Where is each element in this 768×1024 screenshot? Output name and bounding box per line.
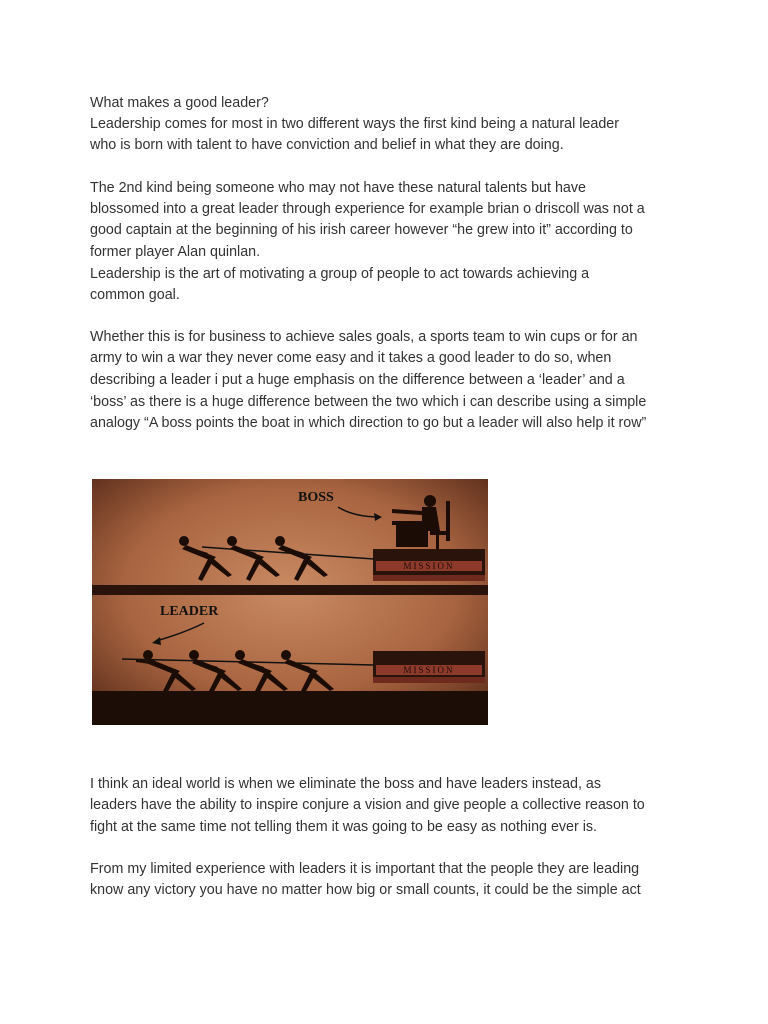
paragraph-line: I think an ideal world is when we eliminate the boss and have leaders instead, as <box>90 776 602 792</box>
paragraph-line: former player Alan quinlan. <box>90 244 261 260</box>
mission-label-top: MISSION <box>403 561 455 571</box>
paragraph-line: good captain at the beginning of his irish career however “he grew into it” according to <box>90 222 633 238</box>
paragraph-line: The 2nd kind being someone who may not have these natural talents but have <box>90 180 586 196</box>
paragraph-line: analogy “A boss points the boat in which direction to go but a leader will also help it row” <box>90 415 647 431</box>
paragraph-line: who is born with talent to have conviction and belief in what they are doing. <box>90 137 564 153</box>
paragraph-line: Leadership is the art of motivating a group of people to act towards achieving a <box>90 266 590 282</box>
paragraph-line: fight at the same time not telling them it was going to be easy as nothing ever is. <box>90 819 598 835</box>
paragraph-line: Leadership comes for most in two different ways the first kind being a natural leader <box>90 116 619 132</box>
paragraph-line: army to win a war they never come easy and it takes a good leader to do so, when <box>90 350 612 366</box>
paragraph-line: Whether this is for business to achieve sales goals, a sports team to win cups or for an <box>90 329 638 345</box>
paragraph-line: know any victory you have no matter how big or small counts, it could be the simple act <box>90 882 641 898</box>
paragraph-line: describing a leader i put a huge emphasis on the difference between a ‘leader’ and a <box>90 372 625 388</box>
paragraph-line: From my limited experience with leaders it is important that the people they are leading <box>90 861 640 877</box>
heading: What makes a good leader? <box>90 95 269 111</box>
paragraph-line: ‘boss’ as there is a huge difference between the two which i can describe using a simple <box>90 394 647 410</box>
boss-vs-leader-illustration <box>92 479 488 725</box>
paragraph-line: blossomed into a great leader through experience for example brian o driscoll was not a <box>90 201 645 217</box>
boss-label: BOSS <box>298 490 334 505</box>
paragraph-line: leaders have the ability to inspire conjure a vision and give people a collective reason to <box>90 797 645 813</box>
leader-label: LEADER <box>160 604 219 619</box>
mission-label-bottom: MISSION <box>403 665 455 675</box>
paragraph-line: common goal. <box>90 287 180 303</box>
